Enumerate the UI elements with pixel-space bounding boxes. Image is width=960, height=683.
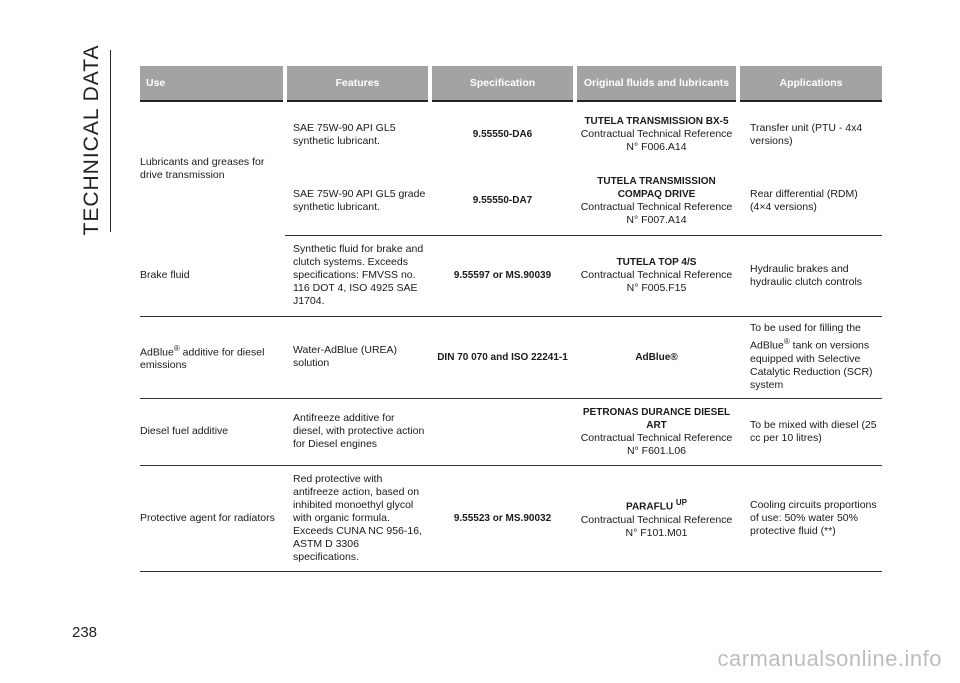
table-row [140, 101, 882, 167]
features-cell: SAE 75W-90 API GL5 grade synthetic lubricant. [285, 167, 430, 235]
fluids-lubricants-table [140, 66, 882, 572]
features-cell: Red protective with antifreeze action, based on inhibited monoethyl glycol with organic formula. Exceeds CUNA NC 956-16, ASTM D 3306 specifications. [285, 465, 430, 571]
header-applications: Applications [738, 66, 882, 101]
use-cell [140, 316, 285, 398]
features-cell: SAE 75W-90 API GL5 synthetic lubricant. [293, 121, 396, 147]
registered-mark: ® [783, 337, 790, 347]
section-title [72, 44, 112, 236]
specification-cell: 9.55550-DA7 [430, 167, 575, 235]
applications-cell: Hydraulic brakes and hydraulic clutch controls [738, 235, 882, 316]
original-fluid-reference: Contractual Technical Reference N° F007.A14 [580, 200, 733, 226]
original-fluid-cell [575, 465, 738, 571]
page-number: 238 [72, 624, 98, 641]
watermark: carmanualsonline.info [717, 646, 942, 671]
header-specification: Specification [430, 66, 575, 101]
original-fluid-reference: Contractual Technical Reference N° F006.A14 [580, 128, 733, 153]
features-cell: Antifreeze additive for diesel, with protective action for Diesel engines [285, 398, 430, 465]
registered-mark: ® [173, 343, 180, 353]
applications-text-post: tank on versions equipped with Selective Catalytic Reduction (SCR) system [750, 339, 873, 391]
original-fluid-name: TUTELA TRANSMISSION COMPAQ DRIVE [597, 175, 716, 200]
applications-cell [738, 316, 882, 398]
table-row [140, 235, 882, 316]
specification-cell: 9.55597 or MS.90039 [430, 235, 575, 316]
original-fluid-name-sup: UP [675, 498, 687, 508]
header-original-fluids: Original fluids and lubricants [575, 66, 738, 101]
section-title-rule [110, 50, 111, 232]
table-row [140, 465, 882, 571]
original-fluid-reference: Contractual Technical Reference N° F005.F15 [580, 269, 733, 294]
original-fluid-name [579, 496, 734, 513]
section-title-text: TECHNICAL DATA [80, 44, 103, 236]
use-cell: Diesel fuel additive [140, 398, 285, 465]
original-fluid-name-text: PARAFLU [626, 501, 674, 513]
applications-cell: Transfer unit (PTU - 4x4 versions) [750, 121, 863, 147]
applications-cell: Cooling circuits proportions of use: 50% water 50% protective fluid (**) [738, 465, 882, 571]
original-fluid-reference: Contractual Technical Reference N° F601.L06 [580, 431, 733, 457]
original-fluid-cell [575, 235, 738, 316]
applications-cell: To be mixed with diesel (25 cc per 10 litres) [738, 398, 882, 465]
specification-cell: 9.55523 or MS.90032 [430, 465, 575, 571]
original-fluid-name: PETRONAS DURANCE DIESEL ART [582, 406, 731, 431]
specification-cell: DIN 70 070 and ISO 22241-1 [430, 316, 575, 398]
features-cell: Water-AdBlue (UREA) solution [285, 316, 430, 398]
table-row [140, 398, 882, 465]
use-cell: Brake fluid [140, 235, 285, 316]
header-use: Use [140, 66, 285, 101]
original-fluid-cell [575, 167, 738, 235]
header-features: Features [285, 66, 430, 101]
applications-cell: Rear differential (RDM) (4×4 versions) [738, 167, 882, 235]
table-row [140, 316, 882, 398]
table-header-row [140, 66, 882, 101]
original-fluid-reference: Contractual Technical Reference N° F101.M01 [580, 513, 733, 539]
features-cell: Synthetic fluid for brake and clutch systems. Exceeds specifications: FMVSS no. 116 DOT 4, ISO 4925 SAE J1704. [285, 235, 430, 316]
original-fluid-cell [575, 316, 738, 398]
original-fluid-name: AdBlue® [635, 351, 678, 363]
original-fluid-cell [575, 101, 738, 167]
use-text-pre: AdBlue [140, 346, 174, 359]
applications-text-pre: To be used for filling the AdBlue [750, 322, 861, 352]
specification-cell [430, 398, 575, 465]
original-fluid-cell [575, 398, 738, 465]
use-text-post: additive for diesel emissions [140, 346, 265, 372]
use-cell: Protective agent for radiators [140, 465, 285, 571]
specification-cell: 9.55550-DA6 [472, 129, 533, 140]
use-cell: Lubricants and greases for drive transmission [140, 155, 265, 181]
original-fluid-name: TUTELA TOP 4/S [616, 257, 697, 268]
original-fluid-name: TUTELA TRANSMISSION BX-5 [584, 116, 729, 127]
